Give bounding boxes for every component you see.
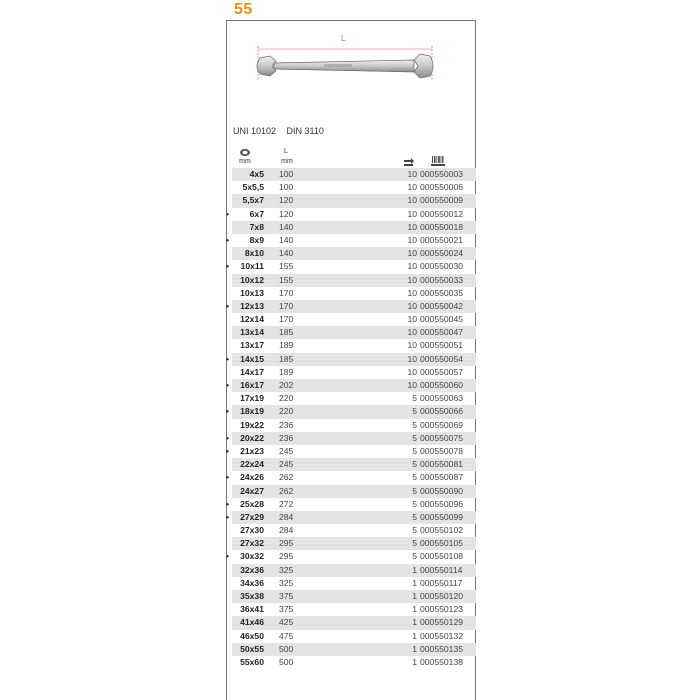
article-code: 000550021 bbox=[420, 234, 464, 245]
length-value: 500 bbox=[279, 643, 294, 654]
wrench-size bbox=[226, 498, 264, 511]
table-row bbox=[226, 498, 476, 511]
pack-quantity: 1 bbox=[412, 604, 417, 615]
pack-quantity: 5 bbox=[412, 498, 417, 509]
article-code: 000550132 bbox=[420, 630, 464, 641]
pack-quantity: 5 bbox=[412, 445, 417, 456]
pack-quantity: 10 bbox=[407, 340, 417, 351]
wrench-size bbox=[232, 194, 264, 207]
package-quantity-icon bbox=[403, 157, 415, 167]
wrench-size bbox=[232, 339, 264, 352]
wrench-size bbox=[232, 458, 264, 471]
wrench-size bbox=[232, 366, 264, 379]
size-value: 13x17 bbox=[240, 340, 264, 351]
wrench-size bbox=[226, 234, 264, 247]
length-value: 325 bbox=[279, 577, 294, 588]
wrench-size bbox=[226, 405, 264, 418]
size-value: 17x19 bbox=[240, 393, 264, 404]
standard-uni: UNI 10102 bbox=[233, 126, 277, 136]
article-code: 000550120 bbox=[420, 591, 464, 601]
availability-dot: • bbox=[226, 234, 230, 245]
size-unit: mm bbox=[239, 158, 251, 165]
pack-quantity: 1 bbox=[412, 630, 417, 641]
size-value: 25x28 bbox=[240, 498, 264, 509]
pack-quantity: 1 bbox=[412, 617, 417, 628]
article-code: 000550033 bbox=[420, 274, 464, 285]
wrench-size bbox=[232, 326, 264, 339]
pack-quantity: 10 bbox=[407, 261, 417, 272]
size-value: 22x24 bbox=[240, 459, 264, 470]
article-code: 000550099 bbox=[420, 511, 464, 522]
wrench-size bbox=[232, 643, 264, 656]
table-row bbox=[232, 366, 476, 379]
wrench-drawing bbox=[254, 36, 436, 86]
table-row bbox=[232, 603, 476, 616]
article-code: 000550012 bbox=[420, 208, 464, 219]
table-row bbox=[232, 419, 476, 432]
length-value: 236 bbox=[279, 419, 294, 430]
double-open-end-wrench-icon bbox=[254, 36, 436, 86]
length-value: 189 bbox=[279, 366, 294, 377]
availability-dot: • bbox=[226, 380, 230, 390]
table-row bbox=[226, 208, 476, 221]
catalog-header bbox=[226, 0, 476, 21]
size-value: 12x14 bbox=[240, 314, 264, 325]
pack-quantity: 10 bbox=[407, 182, 417, 193]
table-row bbox=[232, 485, 476, 498]
table-row bbox=[226, 379, 476, 392]
wrench-size bbox=[226, 471, 264, 484]
table-row bbox=[232, 537, 476, 550]
table-row bbox=[232, 616, 476, 629]
pack-quantity: 5 bbox=[412, 525, 417, 536]
pack-quantity: 10 bbox=[407, 195, 417, 206]
article-code: 000550060 bbox=[420, 380, 464, 390]
wrench-size bbox=[226, 445, 264, 458]
wrench-size bbox=[232, 485, 264, 498]
size-value: 55x60 bbox=[240, 656, 264, 667]
article-code: 000550135 bbox=[420, 643, 464, 654]
wrench-size bbox=[232, 221, 264, 234]
pack-quantity: 10 bbox=[407, 208, 417, 219]
size-value: 5,5x7 bbox=[242, 195, 264, 206]
availability-dot: • bbox=[226, 300, 230, 311]
table-row bbox=[232, 339, 476, 352]
availability-dot: • bbox=[226, 406, 230, 417]
table-row bbox=[232, 392, 476, 405]
wrench-size bbox=[232, 274, 264, 287]
wrench-size bbox=[232, 524, 264, 537]
article-code: 000550035 bbox=[420, 287, 464, 298]
standard-din: DIN 3110 bbox=[286, 126, 324, 136]
table-row bbox=[232, 326, 476, 339]
availability-dot: • bbox=[226, 432, 230, 443]
table-row bbox=[232, 643, 476, 656]
article-code: 000550024 bbox=[420, 248, 464, 259]
article-code: 000550030 bbox=[420, 261, 464, 272]
table-row bbox=[232, 630, 476, 643]
product-table bbox=[226, 168, 476, 669]
article-code: 000550087 bbox=[420, 472, 464, 483]
article-code: 000550114 bbox=[420, 564, 463, 575]
wrench-size bbox=[232, 392, 264, 405]
size-value: 18x19 bbox=[240, 406, 264, 417]
pack-quantity: 10 bbox=[407, 314, 417, 325]
length-value: 120 bbox=[279, 195, 294, 206]
length-value: 170 bbox=[279, 287, 294, 298]
pack-quantity: 10 bbox=[407, 380, 417, 390]
size-value: 4x5 bbox=[249, 169, 264, 179]
pack-quantity: 5 bbox=[412, 406, 417, 417]
article-code: 000550090 bbox=[420, 485, 464, 496]
table-row bbox=[226, 234, 476, 247]
article-code: 000550117 bbox=[420, 577, 463, 588]
length-value: 425 bbox=[279, 617, 294, 628]
size-value: 12x13 bbox=[240, 300, 264, 311]
length-value: 295 bbox=[279, 538, 294, 549]
wrench-size bbox=[232, 313, 264, 326]
table-row bbox=[226, 432, 476, 445]
pack-quantity: 10 bbox=[407, 221, 417, 232]
length-value: 272 bbox=[279, 498, 294, 509]
wrench-size bbox=[226, 260, 264, 273]
table-row bbox=[226, 260, 476, 273]
size-value: 14x15 bbox=[240, 353, 264, 364]
length-value: 220 bbox=[279, 406, 294, 417]
article-code: 000550075 bbox=[420, 432, 464, 443]
availability-dot: • bbox=[226, 261, 230, 272]
size-value: 50x55 bbox=[240, 643, 264, 654]
wrench-size bbox=[232, 564, 264, 577]
length-value: 284 bbox=[279, 525, 294, 536]
article-code: 000550108 bbox=[420, 551, 464, 562]
table-row bbox=[232, 247, 476, 260]
length-value: 185 bbox=[279, 327, 294, 338]
length-unit: mm bbox=[281, 158, 293, 165]
article-code: 000550051 bbox=[420, 340, 464, 351]
table-row bbox=[232, 274, 476, 287]
wrench-size bbox=[232, 181, 264, 194]
length-value: 295 bbox=[279, 551, 294, 562]
length-value: 245 bbox=[279, 459, 294, 470]
size-value: 41x46 bbox=[240, 617, 264, 628]
wrench-size-icon bbox=[239, 148, 251, 157]
table-row bbox=[232, 564, 476, 577]
size-value: 27x32 bbox=[240, 538, 264, 549]
article-code: 000550066 bbox=[420, 406, 464, 417]
pack-quantity: 5 bbox=[412, 419, 417, 430]
wrench-size bbox=[226, 208, 264, 221]
barcode-icon bbox=[431, 155, 445, 167]
product-number: 55 bbox=[234, 1, 253, 18]
length-value: 100 bbox=[279, 169, 294, 179]
availability-dot: • bbox=[226, 551, 230, 562]
length-value: 140 bbox=[279, 234, 294, 245]
wrench-size bbox=[232, 168, 264, 181]
pack-quantity: 1 bbox=[412, 577, 417, 588]
size-value: 20x22 bbox=[240, 432, 264, 443]
length-value: 120 bbox=[279, 208, 294, 219]
size-value: 24x26 bbox=[240, 472, 264, 483]
table-row bbox=[232, 194, 476, 207]
availability-dot: • bbox=[226, 353, 230, 364]
length-value: 170 bbox=[279, 300, 294, 311]
length-value: 100 bbox=[279, 182, 294, 193]
size-value: 32x36 bbox=[240, 564, 264, 575]
pack-quantity: 10 bbox=[407, 366, 417, 377]
table-row bbox=[226, 445, 476, 458]
table-row bbox=[226, 405, 476, 418]
size-value: 34x36 bbox=[240, 577, 264, 588]
article-code: 000550003 bbox=[420, 169, 464, 179]
table-row bbox=[226, 550, 476, 563]
wrench-size bbox=[226, 511, 264, 524]
availability-dot: • bbox=[226, 498, 230, 509]
article-code: 000550047 bbox=[420, 327, 464, 338]
table-row bbox=[226, 471, 476, 484]
length-value: 375 bbox=[279, 591, 294, 601]
wrench-size bbox=[226, 300, 264, 313]
size-value: 27x30 bbox=[240, 525, 264, 536]
wrench-size bbox=[226, 550, 264, 563]
pack-quantity: 10 bbox=[407, 248, 417, 259]
pack-quantity: 10 bbox=[407, 300, 417, 311]
pack-quantity: 5 bbox=[412, 393, 417, 404]
pack-quantity: 1 bbox=[412, 564, 417, 575]
size-value: 24x27 bbox=[240, 485, 264, 496]
table-row bbox=[226, 353, 476, 366]
availability-dot: • bbox=[226, 511, 230, 522]
pack-quantity: 10 bbox=[407, 287, 417, 298]
length-value: 284 bbox=[279, 511, 294, 522]
article-code: 000550009 bbox=[420, 195, 464, 206]
article-code: 000550102 bbox=[420, 525, 464, 536]
length-value: 262 bbox=[279, 472, 294, 483]
size-value: 10x12 bbox=[240, 274, 264, 285]
size-value: 36x41 bbox=[240, 604, 264, 615]
pack-quantity: 5 bbox=[412, 485, 417, 496]
pack-quantity: 5 bbox=[412, 551, 417, 562]
wrench-size bbox=[232, 603, 264, 616]
availability-dot: • bbox=[226, 472, 230, 483]
article-code: 000550096 bbox=[420, 498, 464, 509]
size-value: 30x32 bbox=[240, 551, 264, 562]
pack-quantity: 5 bbox=[412, 432, 417, 443]
length-value: 325 bbox=[279, 564, 294, 575]
wrench-size bbox=[232, 247, 264, 260]
length-value: 189 bbox=[279, 340, 294, 351]
table-row bbox=[232, 168, 476, 181]
length-value: 475 bbox=[279, 630, 294, 641]
article-code: 000550057 bbox=[420, 366, 464, 377]
pack-quantity: 10 bbox=[407, 327, 417, 338]
pack-quantity: 5 bbox=[412, 511, 417, 522]
length-value: 170 bbox=[279, 314, 294, 325]
table-row bbox=[232, 458, 476, 471]
article-code: 000550138 bbox=[420, 656, 464, 667]
article-code: 000550105 bbox=[420, 538, 464, 549]
pack-quantity: 10 bbox=[407, 274, 417, 285]
length-value: 202 bbox=[279, 380, 294, 390]
article-code: 000550129 bbox=[420, 617, 464, 628]
dimension-label: L bbox=[341, 34, 346, 43]
length-value: 500 bbox=[279, 656, 294, 667]
length-label: L bbox=[284, 148, 288, 155]
size-value: 8x10 bbox=[244, 248, 264, 259]
pack-quantity: 10 bbox=[407, 169, 417, 179]
table-row bbox=[232, 181, 476, 194]
length-value: 140 bbox=[279, 248, 294, 259]
wrench-size bbox=[232, 616, 264, 629]
availability-dot: • bbox=[226, 208, 230, 219]
pack-quantity: 10 bbox=[407, 353, 417, 364]
length-value: 236 bbox=[279, 432, 294, 443]
table-row bbox=[226, 511, 476, 524]
table-row bbox=[232, 656, 476, 669]
table-row bbox=[226, 300, 476, 313]
pack-quantity: 1 bbox=[412, 656, 417, 667]
pack-quantity: 1 bbox=[412, 591, 417, 601]
length-value: 375 bbox=[279, 604, 294, 615]
standards-line bbox=[233, 126, 332, 136]
article-code: 000550081 bbox=[420, 459, 464, 470]
size-value: 7x8 bbox=[249, 221, 264, 232]
article-code: 000550078 bbox=[420, 445, 464, 456]
wrench-size bbox=[232, 630, 264, 643]
length-value: 155 bbox=[279, 261, 294, 272]
size-value: 27x29 bbox=[240, 511, 264, 522]
table-row bbox=[232, 287, 476, 300]
article-code: 000550054 bbox=[420, 353, 464, 364]
article-code: 000550123 bbox=[420, 604, 464, 615]
size-value: 46x50 bbox=[240, 630, 264, 641]
wrench-size bbox=[226, 432, 264, 445]
length-value: 140 bbox=[279, 221, 294, 232]
availability-dot: • bbox=[226, 445, 230, 456]
article-code: 000550063 bbox=[420, 393, 464, 404]
table-row bbox=[232, 313, 476, 326]
wrench-size bbox=[232, 656, 264, 669]
article-code: 000550069 bbox=[420, 419, 464, 430]
size-value: 35x38 bbox=[240, 591, 264, 601]
pack-quantity: 10 bbox=[407, 234, 417, 245]
length-value: 220 bbox=[279, 393, 294, 404]
length-value: 155 bbox=[279, 274, 294, 285]
pack-quantity: 5 bbox=[412, 538, 417, 549]
table-row bbox=[232, 590, 476, 603]
size-value: 10x11 bbox=[240, 261, 264, 272]
size-value: 10x13 bbox=[240, 287, 264, 298]
article-code: 000550042 bbox=[420, 300, 464, 311]
wrench-size bbox=[226, 379, 264, 392]
wrench-size bbox=[232, 537, 264, 550]
article-code: 000550018 bbox=[420, 221, 464, 232]
size-value: 16x17 bbox=[240, 380, 264, 390]
size-value: 21x23 bbox=[240, 445, 264, 456]
table-row bbox=[232, 577, 476, 590]
wrench-size bbox=[232, 287, 264, 300]
size-value: 19x22 bbox=[240, 419, 264, 430]
wrench-size bbox=[226, 353, 264, 366]
pack-quantity: 5 bbox=[412, 472, 417, 483]
pack-quantity: 1 bbox=[412, 643, 417, 654]
article-code: 000550045 bbox=[420, 314, 464, 325]
article-code: 000550006 bbox=[420, 182, 464, 193]
table-row bbox=[232, 221, 476, 234]
table-row bbox=[232, 524, 476, 537]
pack-quantity: 5 bbox=[412, 459, 417, 470]
wrench-size bbox=[232, 590, 264, 603]
size-value: 6x7 bbox=[249, 208, 264, 219]
length-value: 185 bbox=[279, 353, 294, 364]
size-value: 13x14 bbox=[240, 327, 264, 338]
size-value: 14x17 bbox=[240, 366, 264, 377]
wrench-size bbox=[232, 577, 264, 590]
length-value: 262 bbox=[279, 485, 294, 496]
wrench-size bbox=[232, 419, 264, 432]
size-value: 8x9 bbox=[249, 234, 264, 245]
size-value: 5x5,5 bbox=[242, 182, 264, 193]
length-value: 245 bbox=[279, 445, 294, 456]
